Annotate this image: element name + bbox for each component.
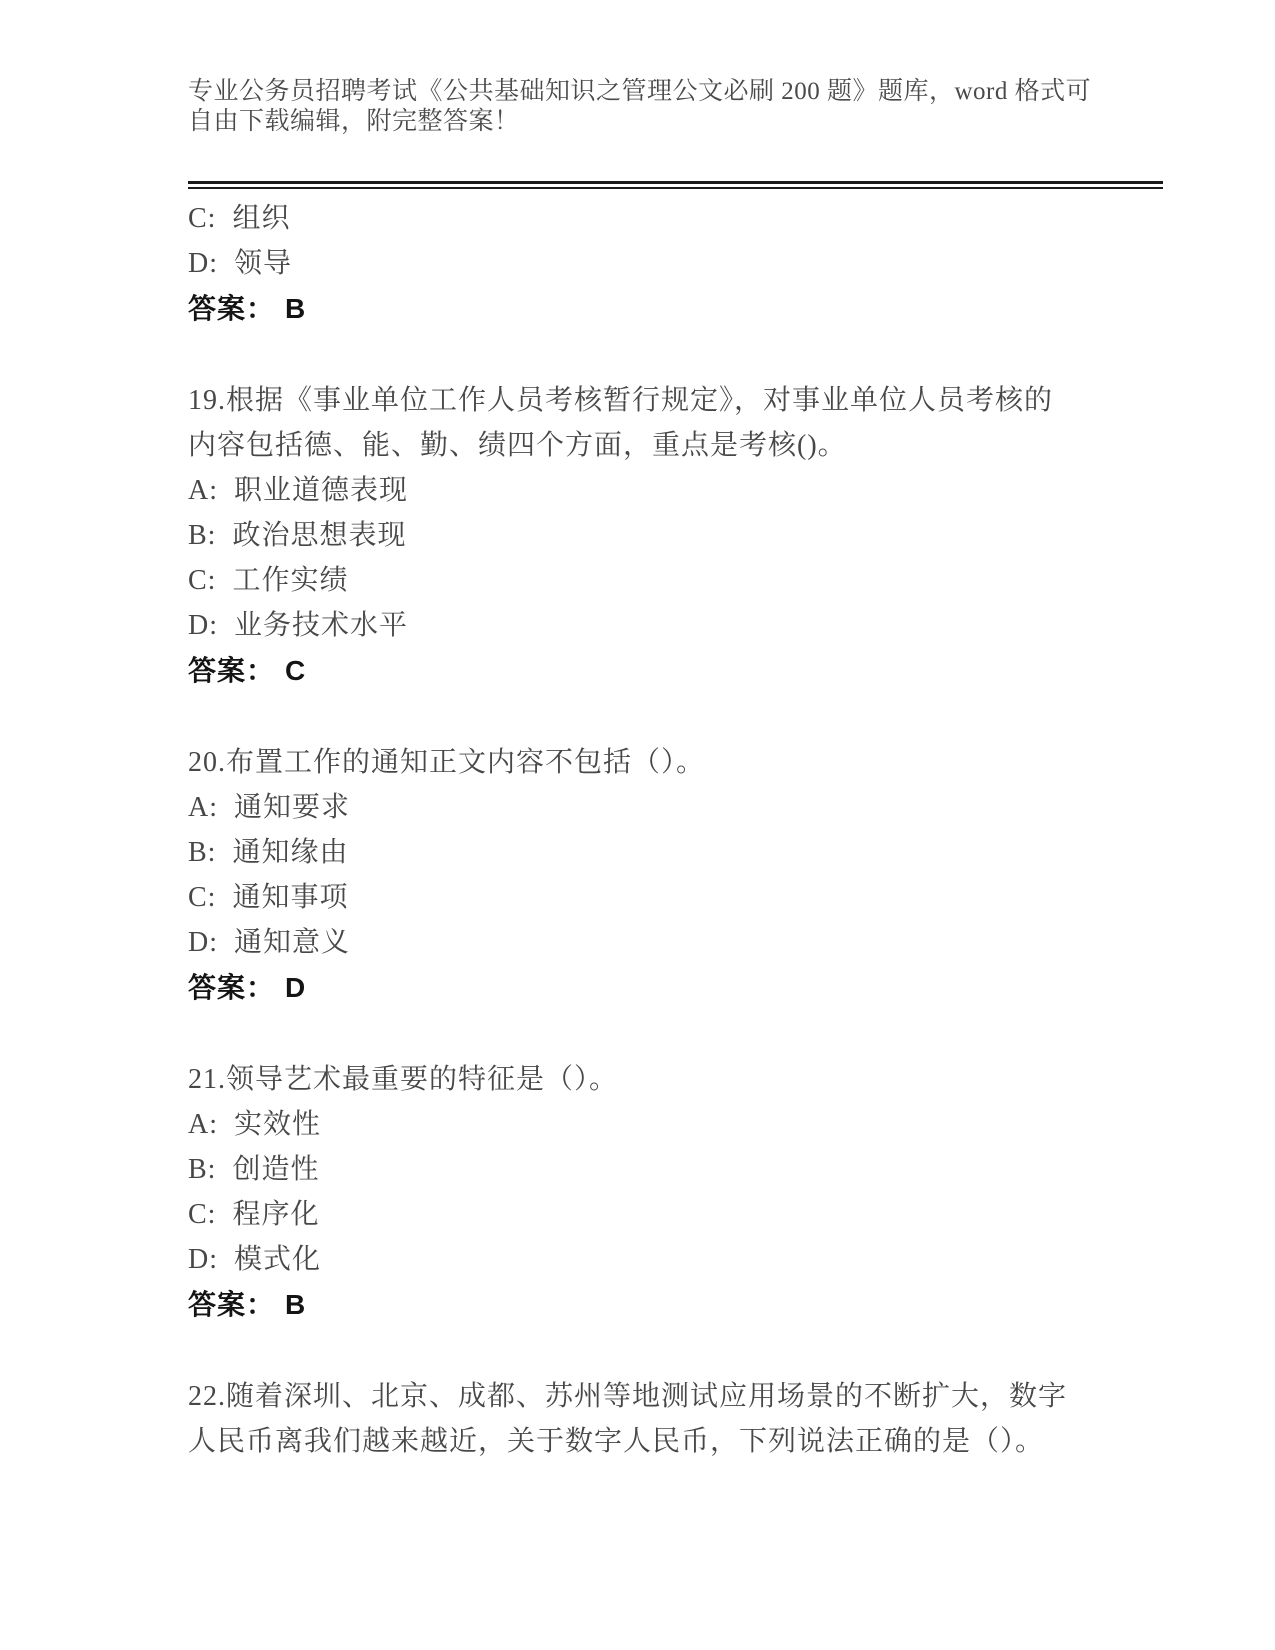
option-row bbox=[188, 1102, 1163, 1147]
option-text: 通知要求 bbox=[234, 792, 351, 823]
answer-row bbox=[188, 286, 1163, 331]
answer-label: 答案： bbox=[188, 293, 276, 324]
option-row bbox=[188, 1192, 1163, 1237]
option-label: B: bbox=[188, 837, 217, 868]
answer-label: 答案： bbox=[188, 655, 276, 686]
question-19 bbox=[188, 378, 1163, 693]
option-text: 通知缘由 bbox=[232, 837, 349, 868]
option-row bbox=[188, 241, 1163, 286]
page-header bbox=[188, 0, 1163, 137]
option-text: 实效性 bbox=[234, 1109, 322, 1140]
answer-label: 答案： bbox=[188, 1289, 276, 1320]
option-label: A: bbox=[188, 475, 218, 506]
option-label: C: bbox=[188, 1199, 217, 1230]
question-text-line: 21.领导艺术最重要的特征是（）。 bbox=[188, 1064, 619, 1095]
option-text: 工作实绩 bbox=[232, 565, 349, 596]
option-label: C: bbox=[188, 203, 217, 234]
option-label: D: bbox=[188, 1244, 218, 1275]
answer-row bbox=[188, 648, 1163, 693]
option-label: D: bbox=[188, 248, 218, 279]
option-row bbox=[188, 513, 1163, 558]
option-label: C: bbox=[188, 565, 217, 596]
option-text: 业务技术水平 bbox=[234, 610, 409, 641]
question-18-tail bbox=[188, 196, 1163, 331]
option-row bbox=[188, 196, 1163, 241]
option-label: D: bbox=[188, 610, 218, 641]
option-text: 组织 bbox=[232, 203, 291, 234]
option-label: A: bbox=[188, 1109, 218, 1140]
option-row bbox=[188, 1237, 1163, 1282]
option-text: 模式化 bbox=[234, 1244, 322, 1275]
option-text: 创造性 bbox=[232, 1154, 320, 1185]
option-text: 通知事项 bbox=[232, 882, 349, 913]
header-line-2: 自由下载编辑，附完整答案！ bbox=[188, 108, 520, 135]
question-text-line: 22.随着深圳、北京、成都、苏州等地测试应用场景的不断扩大，数字 bbox=[188, 1381, 1068, 1412]
answer-value: C bbox=[285, 655, 307, 686]
question-text-line: 20.布置工作的通知正文内容不包括（）。 bbox=[188, 747, 706, 778]
option-label: A: bbox=[188, 792, 218, 823]
page-content bbox=[188, 0, 1163, 1464]
option-text: 程序化 bbox=[232, 1199, 320, 1230]
answer-value: D bbox=[285, 972, 307, 1003]
question-20 bbox=[188, 740, 1163, 1010]
answer-label: 答案： bbox=[188, 972, 276, 1003]
option-row bbox=[188, 558, 1163, 603]
question-text-line: 人民币离我们越来越近，关于数字人民币，下列说法正确的是（）。 bbox=[188, 1426, 1045, 1457]
option-row bbox=[188, 920, 1163, 965]
header-line-1: 专业公务员招聘考试《公共基础知识之管理公文必刷 200 题》题库，word 格式可 bbox=[188, 78, 1092, 105]
option-row bbox=[188, 785, 1163, 830]
option-row bbox=[188, 830, 1163, 875]
option-row bbox=[188, 603, 1163, 648]
answer-row bbox=[188, 1282, 1163, 1327]
question-list bbox=[188, 189, 1163, 1464]
option-row bbox=[188, 875, 1163, 920]
option-row bbox=[188, 468, 1163, 513]
option-text: 通知意义 bbox=[234, 927, 351, 958]
option-label: B: bbox=[188, 1154, 217, 1185]
answer-value: B bbox=[285, 1289, 307, 1320]
question-21 bbox=[188, 1057, 1163, 1327]
question-22 bbox=[188, 1374, 1163, 1464]
answer-value: B bbox=[285, 293, 307, 324]
header-divider-rule bbox=[188, 181, 1163, 189]
option-text: 领导 bbox=[234, 248, 293, 279]
question-text-line: 内容包括德、能、勤、绩四个方面，重点是考核()。 bbox=[188, 430, 847, 461]
option-text: 政治思想表现 bbox=[232, 520, 407, 551]
option-row bbox=[188, 1147, 1163, 1192]
option-label: B: bbox=[188, 520, 217, 551]
option-label: C: bbox=[188, 882, 217, 913]
option-text: 职业道德表现 bbox=[234, 475, 409, 506]
option-label: D: bbox=[188, 927, 218, 958]
question-text-line: 19.根据《事业单位工作人员考核暂行规定》，对事业单位人员考核的 bbox=[188, 385, 1054, 416]
answer-row bbox=[188, 965, 1163, 1010]
